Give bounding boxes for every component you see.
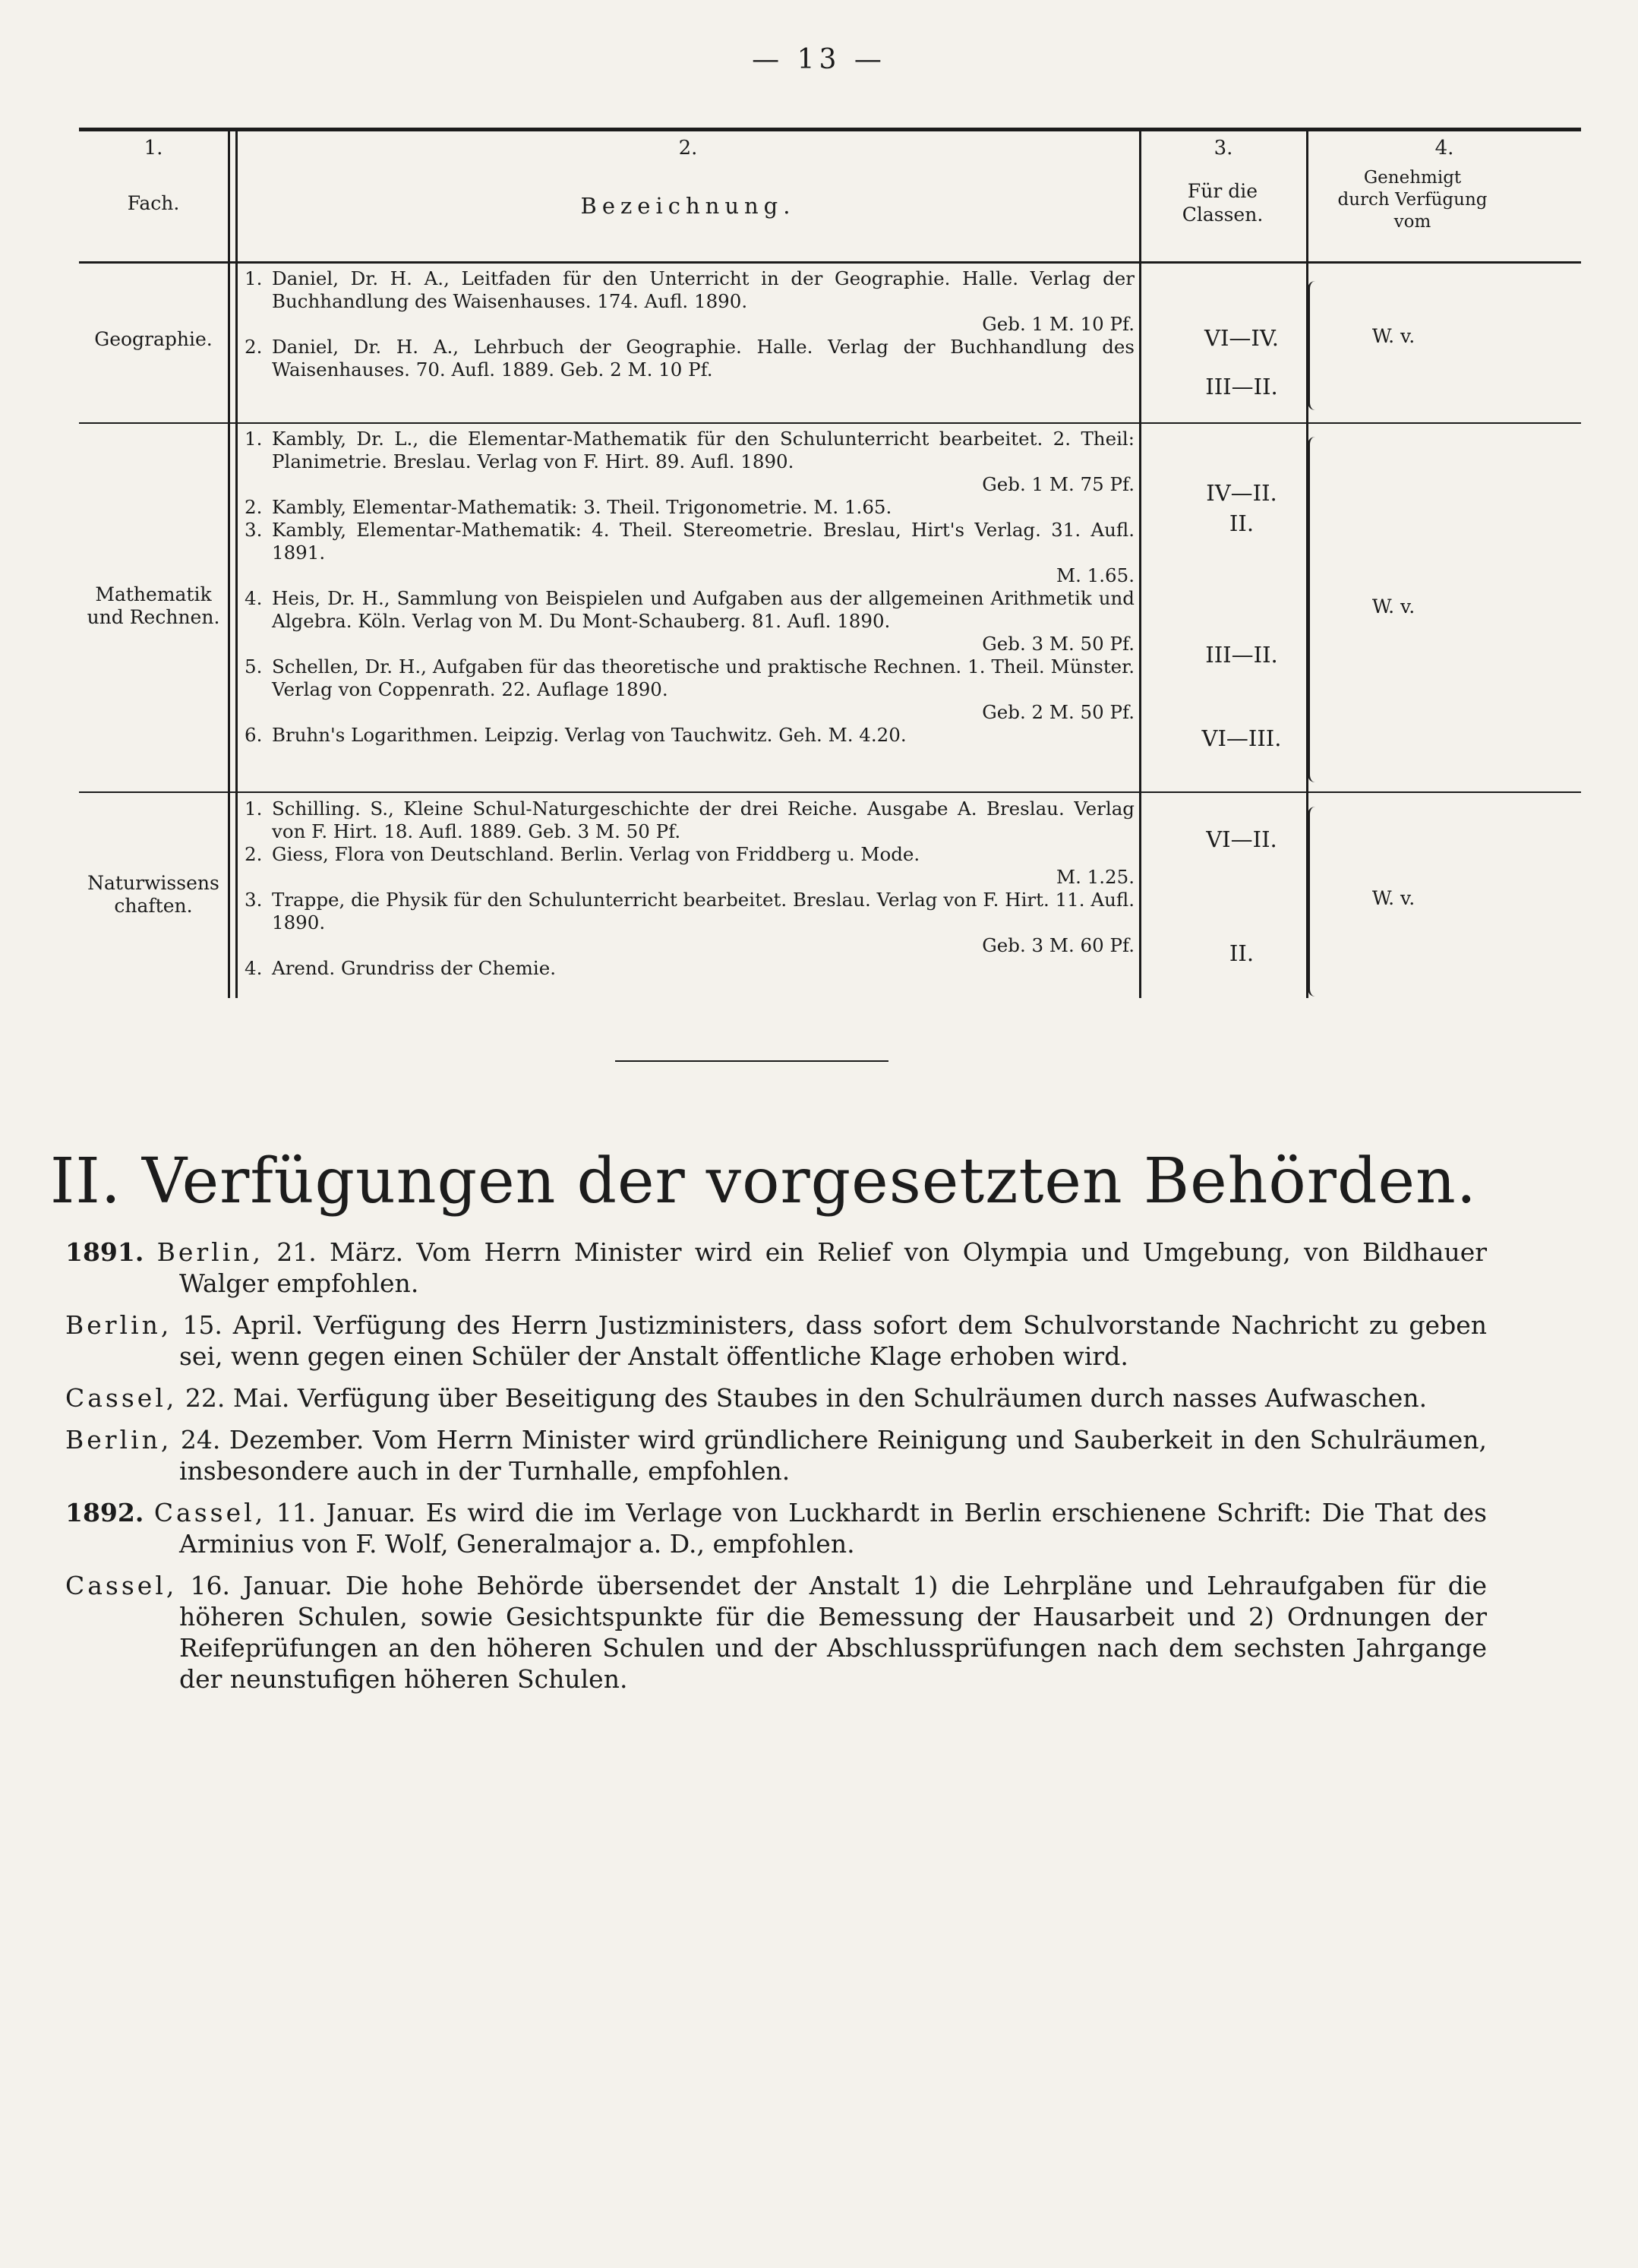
entry-text: Kambly, Dr. L., die Elementar-Mathematik für den Schulunterricht bearbeitet. 2. Theil: Planimetrie. Breslau. Verlag von F. Hirt. 89. Aufl. 1890. — [272, 428, 1135, 472]
table-header-rule — [79, 261, 1581, 264]
decree-item — [65, 1497, 1487, 1559]
entry-number: 3. — [245, 889, 263, 911]
classes-math-2: II. — [1229, 510, 1255, 536]
list-item — [245, 655, 1135, 724]
decree-text: Vom Herrn Minister wird gründlichere Reinigung und Sauberkeit in den Schulräumen, insbesondere auch in der Turnhalle, empfohlen. — [179, 1425, 1487, 1486]
entry-number: 3. — [245, 519, 263, 541]
entry-number: 5. — [245, 655, 263, 678]
row-divider-2 — [79, 791, 1581, 793]
entry-price: Geb. 1 M. 75 Pf. — [982, 473, 1135, 495]
approval-mathematik: W. v. — [1371, 595, 1415, 618]
decree-place: Cassel, — [65, 1383, 178, 1413]
decree-item — [65, 1237, 1487, 1299]
entry-text: Schellen, Dr. H., Aufgaben für das theoretische und praktische Rechnen. 1. Theil. Münster. Verlag von Coppenrath. 22. Auflage 1890. — [272, 655, 1135, 700]
entry-number: 2. — [245, 336, 263, 358]
entries-naturwissenschaften — [245, 798, 1135, 980]
entry-text: Arend. Grundriss der Chemie. — [272, 957, 557, 979]
decree-place: Cassel, — [153, 1498, 267, 1527]
decree-date: 16. Januar. — [190, 1571, 333, 1600]
decree-text: Verfügung über Beseitigung des Staubes in den Schulräumen durch nasses Aufwaschen. — [297, 1383, 1428, 1413]
list-item — [245, 496, 1135, 519]
decree-date: 21. März. — [276, 1237, 404, 1267]
classes-math-4: VI—III. — [1201, 725, 1282, 751]
decree-place: Berlin, — [65, 1310, 172, 1340]
decree-text: Die hohe Behörde übersendet der Anstalt 1) die Lehrpläne und Lehraufgaben für die höheren Schulen, sowie Gesichtspunkte für die Bemessung der Hausarbeit und 2) Ordnungen der Reifeprüfungen an den höheren Schulen und der Abschlussprüfungen nach dem sechsten Jahrgange der neunstufigen höheren Schulen. — [179, 1571, 1487, 1694]
list-item — [245, 957, 1135, 980]
classes-natur-1: VI—II. — [1206, 826, 1277, 852]
col-num-2: 2. — [678, 137, 698, 160]
decree-item — [65, 1309, 1487, 1372]
classes-natur-2: II. — [1229, 940, 1255, 966]
col-num-3: 3. — [1214, 137, 1233, 160]
entry-text: Heis, Dr. H., Sammlung von Beispielen und Aufgaben aus der allgemeinen Arithmetik und Algebra. Köln. Verlag von M. Du Mont-Schauberg. 81. Aufl. 1890. — [272, 587, 1135, 632]
list-item — [245, 428, 1135, 496]
col-divider-1 — [228, 128, 230, 998]
decree-place: Berlin, — [65, 1425, 172, 1455]
list-item — [245, 798, 1135, 843]
entry-number: 4. — [245, 587, 263, 609]
decree-text: Vom Herrn Minister wird ein Relief von Olympia und Umgebung, von Bildhauer Walger empfohlen. — [179, 1237, 1487, 1298]
classes-geo-1: VI—IV. — [1204, 325, 1279, 351]
decree-date: 15. April. — [182, 1310, 304, 1340]
entry-number: 1. — [245, 267, 263, 289]
entry-text: Daniel, Dr. H. A., Lehrbuch der Geographie. Halle. Verlag der Buchhandlung des Waisenhauses. 70. Aufl. 1889. Geb. 2 M. 10 Pf. — [272, 336, 1135, 381]
section-title: II. Verfügungen der vorgesetzten Behörden. — [50, 1145, 1477, 1218]
list-item — [245, 889, 1135, 957]
col-num-1: 1. — [144, 137, 163, 160]
decree-text: Es wird die im Verlage von Luckhardt in Berlin erschienene Schrift: Die That des Arminius von F. Wolf, Generalmajor a. D., empfohlen. — [179, 1498, 1487, 1559]
decree-year: 1892. — [65, 1498, 144, 1527]
subject-mathematik: Mathematik und Rechnen. — [87, 583, 220, 628]
entry-number: 1. — [245, 798, 263, 820]
col-divider-2 — [1139, 128, 1141, 998]
decree-date: 24. Dezember. — [180, 1425, 365, 1455]
entries-geographie — [245, 267, 1135, 381]
page-number: — 13 — — [752, 44, 886, 75]
classes-math-3: III—II. — [1205, 642, 1278, 668]
entry-price: Geb. 3 M. 50 Pf. — [982, 633, 1135, 655]
table-top-rule — [79, 128, 1581, 131]
entry-price: M. 1.65. — [1056, 564, 1135, 586]
entry-price: Geb. 1 M. 10 Pf. — [982, 313, 1135, 335]
entry-text: Schilling. S., Kleine Schul-Naturgeschichte der drei Reiche. Ausgabe A. Breslau. Verlag von F. Hirt. 18. Aufl. 1889. Geb. 3 M. 50 Pf. — [272, 798, 1135, 842]
approval-naturwissenschaften: W. v. — [1371, 887, 1415, 909]
decree-date: 11. Januar. — [276, 1498, 416, 1527]
entries-mathematik — [245, 428, 1135, 747]
list-item — [245, 267, 1135, 336]
decree-place: Cassel, — [65, 1571, 178, 1600]
subject-geographie: Geographie. — [94, 328, 213, 350]
decree-item — [65, 1424, 1487, 1486]
list-item — [245, 336, 1135, 381]
header-fach: Fach. — [127, 192, 180, 214]
list-item — [245, 519, 1135, 587]
entry-text: Kambly, Elementar-Mathematik: 4. Theil. Stereometrie. Breslau, Hirt's Verlag. 31. Aufl. 1891. — [272, 519, 1135, 564]
entry-price: Geb. 2 M. 50 Pf. — [982, 701, 1135, 723]
entry-number: 4. — [245, 957, 263, 979]
classes-geo-2: III—II. — [1205, 374, 1278, 400]
col-num-4: 4. — [1434, 137, 1454, 160]
entry-number: 2. — [245, 496, 263, 518]
decree-item — [65, 1382, 1487, 1414]
entry-text: Daniel, Dr. H. A., Leitfaden für den Unterricht in der Geographie. Halle. Verlag der Buchhandlung des Waisenhauses. 174. Aufl. 1890. — [272, 267, 1135, 312]
entry-price: Geb. 3 M. 60 Pf. — [982, 934, 1135, 956]
entry-text: Bruhn's Logarithmen. Leipzig. Verlag von Tauchwitz. Geh. M. 4.20. — [272, 724, 907, 746]
header-classen: Für die Classen. — [1182, 180, 1264, 226]
list-item — [245, 587, 1135, 655]
decree-place: Berlin, — [156, 1237, 264, 1267]
entry-price: M. 1.25. — [1056, 866, 1135, 888]
entry-number: 2. — [245, 843, 263, 865]
col-divider-1b — [235, 128, 238, 998]
section-divider — [615, 1060, 888, 1062]
list-item — [245, 843, 1135, 889]
decree-text: Verfügung des Herrn Justizministers, dass sofort dem Schulvorstande Nachricht zu geben sei, wenn gegen einen Schüler der Anstalt öffentliche Klage erhoben wird. — [179, 1310, 1487, 1371]
entry-text: Trappe, die Physik für den Schulunterricht bearbeitet. Breslau. Verlag von F. Hirt. 11. Aufl. 1890. — [272, 889, 1135, 933]
entry-text: Giess, Flora von Deutschland. Berlin. Verlag von Friddberg u. Mode. — [272, 843, 920, 865]
subject-naturwissenschaften: Naturwissenschaften. — [87, 872, 219, 917]
decree-year: 1891. — [65, 1237, 144, 1267]
entry-number: 6. — [245, 724, 263, 746]
entry-text: Kambly, Elementar-Mathematik: 3. Theil. Trigonometrie. M. 1.65. — [272, 496, 892, 518]
header-bezeichnung: Bezeichnung. — [580, 193, 796, 219]
decrees-list — [65, 1237, 1487, 1705]
classes-math-1: IV—II. — [1206, 480, 1277, 506]
entry-number: 1. — [245, 428, 263, 450]
decree-date: 22. Mai. — [185, 1383, 290, 1413]
header-genehmigt: Genehmigt durch Verfügung vom — [1337, 168, 1488, 232]
decree-item — [65, 1570, 1487, 1695]
approval-geographie: W. v. — [1371, 325, 1415, 347]
list-item — [245, 724, 1135, 747]
row-divider-1 — [79, 422, 1581, 424]
